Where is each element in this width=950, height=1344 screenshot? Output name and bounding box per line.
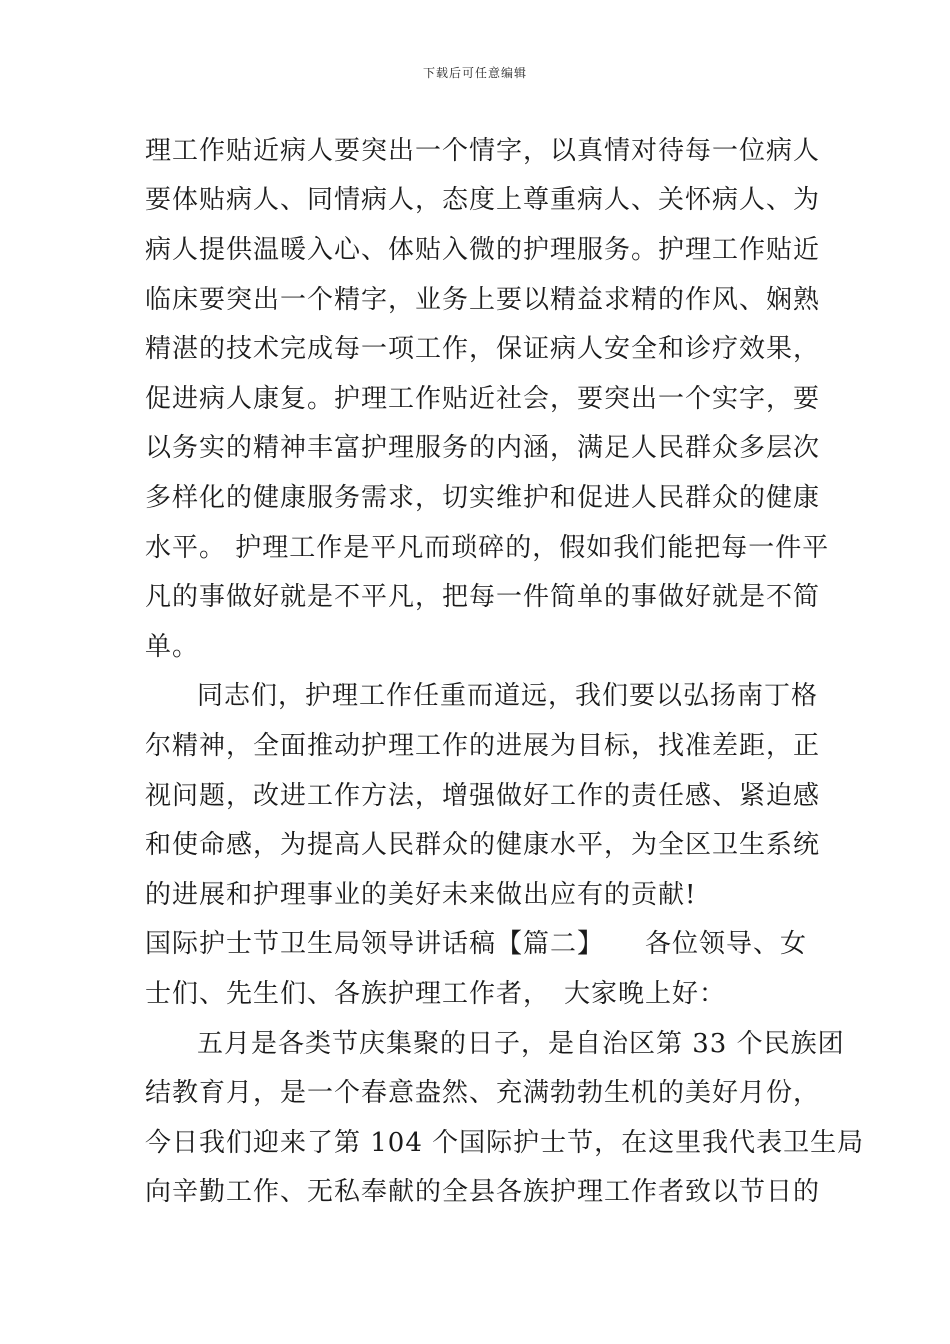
paragraph-first-line: 同志们，护理工作任重而道远，我们要以弘扬南丁格 <box>197 681 819 711</box>
paragraph-line: 尔精神，全面推动护理工作的进展为目标，找准差距，正 <box>145 731 821 761</box>
paragraph-line: 和使命感，为提高人民群众的健康水平，为全区卫生系统 <box>145 830 821 860</box>
paragraph-line: 今日我们迎来了第 104 个国际护士节，在这里我代表卫生局 <box>145 1128 865 1158</box>
paragraph-line: 结教育月，是一个春意盎然、充满勃勃生机的美好月份， <box>145 1078 821 1108</box>
paragraph-line: 促进病人康复。护理工作贴近社会，要突出一个实字，要 <box>145 384 821 414</box>
paragraph-line: 的进展和护理事业的美好未来做出应有的贡献! <box>145 880 697 910</box>
paragraph-line: 视问题，改进工作方法，增强做好工作的责任感、紧迫感 <box>145 781 821 811</box>
paragraph-line: 水平。 护理工作是平凡而琐碎的，假如我们能把每一件平 <box>145 533 830 563</box>
paragraph-first-line: 五月是各类节庆集聚的日子，是自治区第 33 个民族团 <box>197 1029 845 1059</box>
paragraph-line: 士们、先生们、各族护理工作者， 大家晚上好： <box>145 979 727 1009</box>
paragraph-line: 要体贴病人、同情病人，态度上尊重病人、关怀病人、为 <box>145 185 821 215</box>
page-header-note: 下载后可任意编辑 <box>422 66 527 80</box>
paragraph-line: 单。 <box>145 632 200 662</box>
paragraph-line: 临床要突出一个精字，业务上要以精益求精的作风、娴熟 <box>145 285 821 315</box>
paragraph-line: 以务实的精神丰富护理服务的内涵，满足人民群众多层次 <box>145 433 821 463</box>
paragraph-line: 病人提供温暖入心、体贴入微的护理服务。护理工作贴近 <box>145 235 821 265</box>
paragraph-line: 精湛的技术完成每一项工作，保证病人安全和诊疗效果， <box>145 334 821 364</box>
section-heading-line: 国际护士节卫生局领导讲话稿【篇二】 各位领导、女 <box>145 929 808 959</box>
paragraph-line: 理工作贴近病人要突出一个情字，以真情对待每一位病人 <box>145 136 821 166</box>
paragraph-line: 凡的事做好就是不平凡，把每一件简单的事做好就是不简 <box>145 582 821 612</box>
paragraph-line: 多样化的健康服务需求，切实维护和促进人民群众的健康 <box>145 483 821 513</box>
paragraph-line: 向辛勤工作、无私奉献的全县各族护理工作者致以节日的 <box>145 1177 821 1207</box>
